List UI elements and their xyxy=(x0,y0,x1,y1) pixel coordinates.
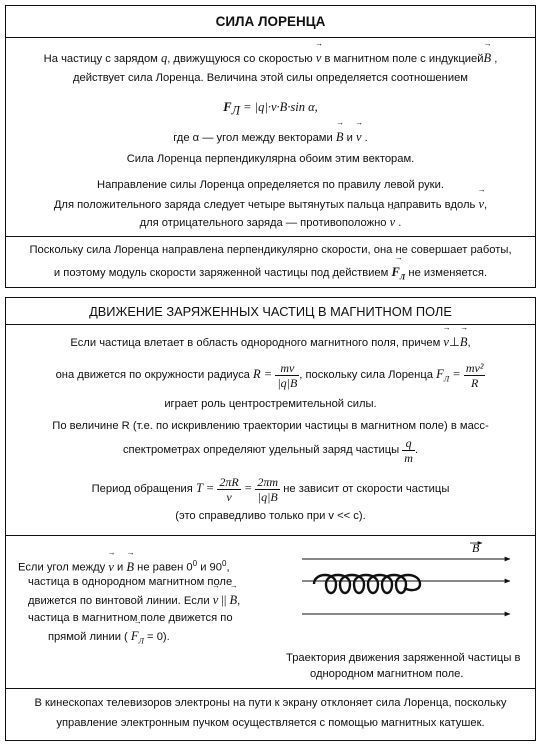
figure-caption-2: однородном магнитном поле. xyxy=(310,668,464,680)
figure-label-B: B xyxy=(472,541,480,555)
lorentz-line-9 xyxy=(6,264,535,286)
denominator: m xyxy=(404,450,413,465)
text: где α — угол между векторами xyxy=(173,132,336,144)
symbol-q: q xyxy=(160,51,168,65)
text: движется по винтовой линии. Если xyxy=(28,595,213,607)
text: не равен 0 xyxy=(134,561,193,574)
numerator: q xyxy=(402,436,415,451)
numerator: 2πR xyxy=(219,474,239,489)
symbol-F: F xyxy=(223,100,232,114)
fraction-specific-charge xyxy=(402,436,415,465)
helix-line-3: движется по винтовой линии. Если → v || → B, xyxy=(28,592,240,609)
text: для отрицательного заряда — противоположно xyxy=(139,217,390,229)
vector-B: → B xyxy=(336,129,344,145)
lorentz-formula xyxy=(6,99,535,119)
vector-F: → $F_Л$ xyxy=(131,628,144,650)
lorentz-line-2: действует сила Лоренца. Величина этой силы определяется соотношением xyxy=(73,72,468,84)
motion-line-7: (это справедливо только при v << c). xyxy=(175,510,366,522)
vector-v: → v xyxy=(443,334,449,350)
bottom-line-1: В кинескопах телевизоров электроны на пути к экрану отклоняет сила Лоренца, поскольку xyxy=(34,697,507,709)
text: , поскольку сила Лоренца xyxy=(299,369,437,381)
text: . xyxy=(395,217,402,229)
text: она движется по окружности радиуса xyxy=(55,369,254,381)
vector-B: → B xyxy=(460,334,468,350)
section-title-motion: ДВИЖЕНИЕ ЗАРЯЖЕННЫХ ЧАСТИЦ В МАГНИТНОМ ПОЛЕ xyxy=(6,298,535,325)
vector-F: → $F_Л$ xyxy=(391,264,405,286)
text: На частицу с зарядом xyxy=(43,53,161,65)
denominator: |q|B xyxy=(257,489,278,504)
text: не изменяется. xyxy=(405,267,488,279)
fraction-radius xyxy=(275,361,299,390)
subscript-L: Л xyxy=(399,272,406,282)
subscript-L: Л xyxy=(443,374,450,384)
motion-line-4: По величине R (т.е. по искривлению траектории частицы в магнитном поле) в масс- xyxy=(52,420,489,432)
formula-rhs: = |q|·v·B·sin α, xyxy=(240,100,318,114)
lorentz-line-8: Поскольку сила Лоренца направлена перпендикулярно скорости, она не совершает работы, xyxy=(29,244,512,256)
lorentz-line-7 xyxy=(6,214,535,231)
equals: = xyxy=(240,481,256,495)
helix-line-4: частица в магнитном поле движется по xyxy=(28,612,233,624)
vector-v: → v xyxy=(108,559,114,575)
formula-R: R = xyxy=(253,367,276,381)
vector-v: → v xyxy=(213,592,219,608)
fraction-centripetal xyxy=(464,361,486,390)
motion-line-3: играет роль центростремительной силы. xyxy=(164,398,377,410)
text: в магнитном поле с индукцией xyxy=(321,53,484,65)
lorentz-line-5: Направление силы Лоренца определяется по правилу левой руки. xyxy=(97,179,444,191)
text: и поэтому модуль скорости заряженной частицы под действием xyxy=(53,267,392,279)
lorentz-line-3 xyxy=(6,129,535,146)
degree: 0 xyxy=(222,559,227,568)
vector-v: → v xyxy=(390,214,396,230)
text: , xyxy=(491,53,498,65)
lorentz-line-4: Сила Лоренца перпендикулярна обоим этим векторам. xyxy=(126,153,415,165)
text: не зависит от скорости частицы xyxy=(280,483,450,495)
fraction-period-2 xyxy=(255,475,280,504)
divider xyxy=(6,688,535,689)
vector-B: → B xyxy=(483,50,491,66)
motion-line-6 xyxy=(6,472,535,505)
divider xyxy=(6,535,535,536)
motion-line-5: спектрометрах определяют удельный заряд частицы $\frac{q}{m}$ . xyxy=(122,435,419,465)
bottom-line-2: управление электронным пучком осуществляется с помощью магнитных катушек. xyxy=(56,717,485,729)
vector-B: → B xyxy=(126,559,134,575)
denominator: |q|B xyxy=(277,375,298,390)
text: Период обращения xyxy=(91,483,196,495)
parallel-symbol: || xyxy=(218,593,230,607)
charged-particle-motion-section xyxy=(5,297,536,741)
text: Если частица влетает в область однородного магнитного поля, причем xyxy=(70,337,444,349)
helix-line-1: Если угол между → v и → B не равен $0^0$ и $90^0$, xyxy=(18,556,230,576)
fraction-period-1 xyxy=(217,475,240,504)
text: и xyxy=(343,132,356,144)
vector-v: → v xyxy=(316,50,322,66)
text: . xyxy=(361,132,368,144)
lorentz-line-6: Для положительного заряда следует четыре вытянутых пальца направить вдоль → v, xyxy=(6,196,535,213)
motion-line-1: Если частица влетает в область однородного магнитного поля, причем → v⊥→ B, xyxy=(6,334,535,351)
helix-path xyxy=(314,575,420,593)
section-title-lorentz: СИЛА ЛОРЕНЦА xyxy=(6,6,535,38)
vector-v: → v xyxy=(478,196,484,212)
text: прямой линии ( xyxy=(48,631,131,643)
lorentz-line-1 xyxy=(6,50,535,67)
degree: 0 xyxy=(192,559,198,568)
helix-line-5 xyxy=(48,628,170,650)
formula-T: T = xyxy=(195,481,218,495)
figure-caption-1: Траектория движения заряженной частицы в xyxy=(286,652,521,664)
perp-symbol: ⊥ xyxy=(448,335,460,349)
numerator: mv² xyxy=(465,360,484,375)
numerator: 2πm xyxy=(257,474,279,489)
helix-trajectory-figure xyxy=(292,538,524,638)
subscript-L: Л xyxy=(138,636,144,646)
numerator: mv xyxy=(275,361,299,376)
vector-v: → v xyxy=(356,129,362,145)
text: спектрометрах определяют удельный заряд частицы xyxy=(122,444,403,456)
text: Если угол между xyxy=(18,561,109,574)
denominator: R xyxy=(470,375,479,390)
divider xyxy=(6,236,535,237)
text: и 90 xyxy=(197,561,223,574)
helix-line-2: частица в однородном магнитном поле xyxy=(28,576,233,588)
symbol-F: $F_Л$ = xyxy=(436,367,464,384)
subscript-L: Л xyxy=(231,103,241,118)
vector-B: → B xyxy=(230,592,238,608)
text: , движущуюся со скоростью xyxy=(167,53,316,65)
lorentz-force-section xyxy=(5,5,536,288)
denominator: v xyxy=(226,489,232,504)
text: Для положительного заряда следует четыре вытянутых пальца направить вдоль xyxy=(53,199,479,211)
text: = 0). xyxy=(143,631,170,643)
motion-line-2 xyxy=(6,358,535,396)
